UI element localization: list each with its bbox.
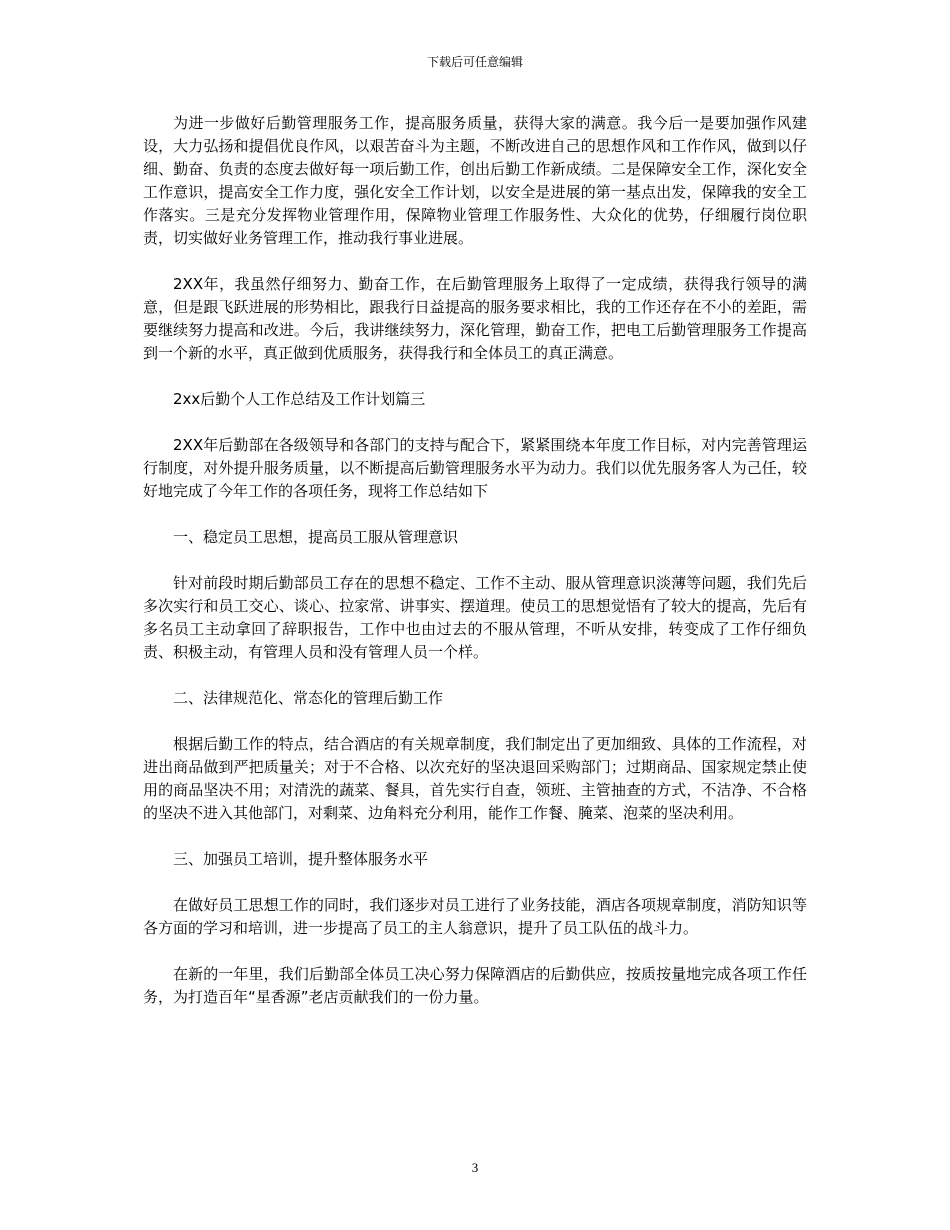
paragraph-year-review: 2XX年，我虽然仔细努力、勤奋工作，在后勤管理服务上取得了一定成绩，获得我行领导的满意，但是跟飞跃进展的形势相比，跟我行日益提高的服务要求相比，我的工作还存在不小的差距，需要继续努力提高和改进。今后，我讲继续努力，深化管理，勤奋工作，把电工后勤管理服务工作提高到一个新的水平，真正做到优质服务，获得我行和全体员工的真正满意。 <box>143 275 807 362</box>
section-title-part-three: 2xx后勤个人工作总结及工作计划篇三 <box>173 390 426 408</box>
document-body <box>143 112 807 1032</box>
heading-stabilize-staff: 一、稳定员工思想，提高员工服从管理意识 <box>173 528 459 546</box>
page-header: 下载后可任意编辑 <box>426 55 523 69</box>
paragraph-work-improvement: 为进一步做好后勤管理服务工作，提高服务质量，获得大家的满意。我今后一是要加强作风建设，大力弘扬和提倡优良作风，以艰苦奋斗为主题，不断改进自己的思想作风和工作作风，做到以仔细、勤奋、负责的态度去做好每一项后勤工作，创出后勤工作新成绩。二是保障安全工作，深化安全工作意识，提高安全工作力度，强化安全工作计划，以安全是进展的第一基点出发，保障我的安全工作落实。三是充分发挥物业管理作用，保障物业管理工作服务性、大众化的优势，仔细履行岗位职责，切实做好业务管理工作，推动我行事业进展。 <box>143 114 807 247</box>
page-number: 3 <box>471 1160 479 1175</box>
paragraph-staff-training: 在做好员工思想工作的同时，我们逐步对员工进行了业务技能，酒店各项规章制度，消防知识等各方面的学习和培训，进一步提高了员工的主人翁意识，提升了员工队伍的战斗力。 <box>143 896 807 937</box>
paragraph-new-year-goal: 在新的一年里，我们后勤部全体员工决心努力保障酒店的后勤供应，按质按量地完成各项工作任务，为打造百年“星香源”老店贡献我们的一份力量。 <box>143 965 807 1006</box>
heading-standardized-management: 二、法律规范化、常态化的管理后勤工作 <box>173 689 444 707</box>
paragraph-logistics-intro: 2XX年后勤部在各级领导和各部门的支持与配合下，紧紧围绕本年度工作目标，对内完善管理运行制度，对外提升服务质量，以不断提高后勤管理服务水平为动力。我们以优先服务客人为己任，较好地完成了今年工作的各项任务，现将工作总结如下 <box>143 436 807 500</box>
paragraph-standardized-management: 根据后勤工作的特点，结合酒店的有关规章制度，我们制定出了更加细致、具体的工作流程，对进出商品做到严把质量关；对于不合格、以次充好的坚决退回采购部门；过期商品、国家规定禁止使用的商品坚决不用；对清洗的蔬菜、餐具，首先实行自查，领班、主管抽查的方式，不洁净、不合格的坚决不进入其他部门，对剩菜、边角料充分利用，能作工作餐、腌菜、泡菜的坚决利用。 <box>143 735 807 822</box>
heading-staff-training: 三、加强员工培训，提升整体服务水平 <box>173 850 429 868</box>
paragraph-stabilize-staff: 针对前段时期后勤部员工存在的思想不稳定、工作不主动、服从管理意识淡薄等问题，我们先后多次实行和员工交心、谈心、拉家常、讲事实、摆道理。使员工的思想觉悟有了较大的提高，先后有多名员工主动拿回了辞职报告，工作中也由过去的不服从管理，不听从安排，转变成了工作仔细负责、积极主动，有管理人员和没有管理人员一个样。 <box>143 574 807 661</box>
